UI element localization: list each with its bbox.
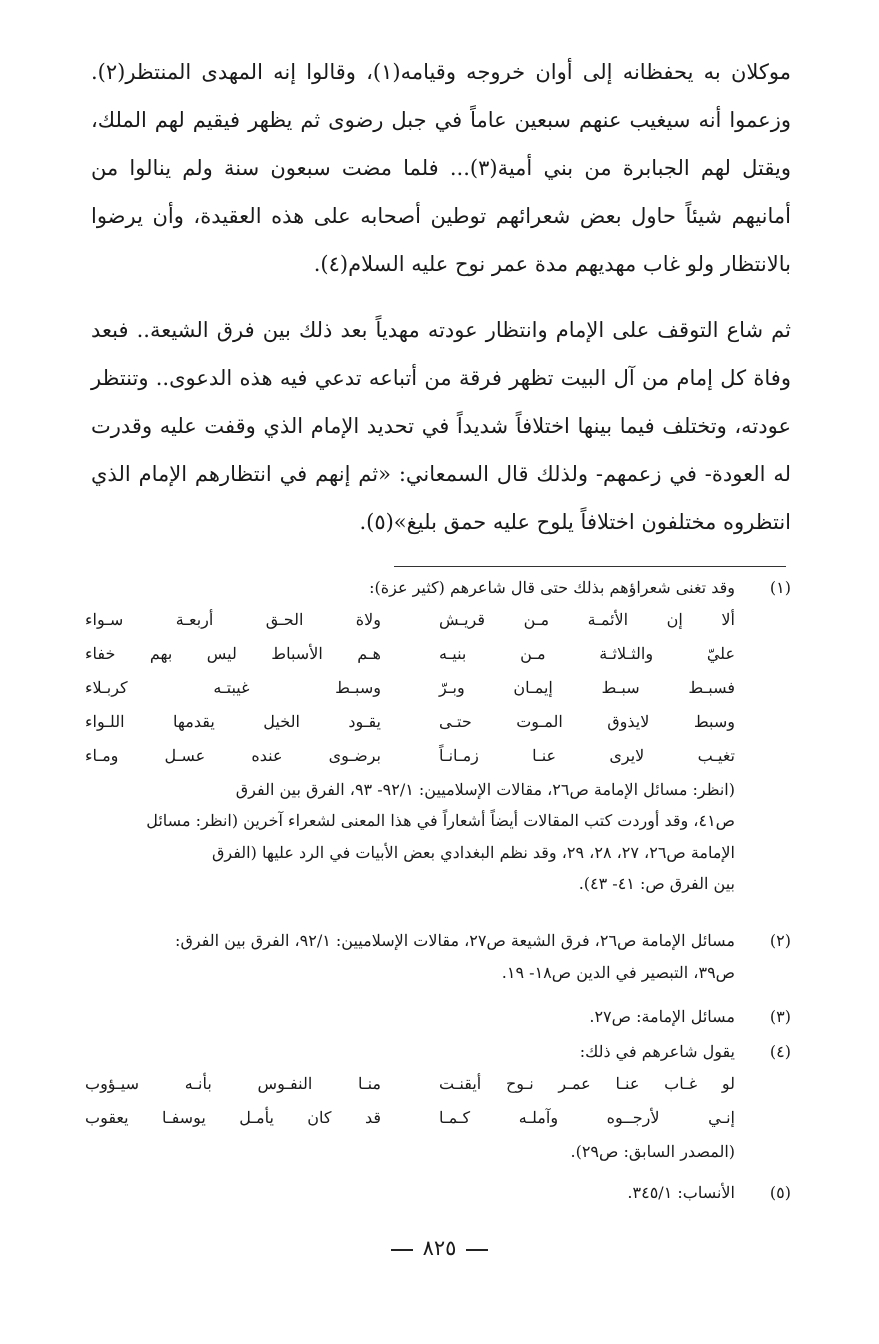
footnote <box>85 572 791 900</box>
footnote-number: (١) <box>769 578 791 597</box>
verse-first-hemistich: تغيـب لايرى عنـا زمـانـاً <box>439 745 735 765</box>
footnote-separator <box>394 566 786 567</box>
footnote-number: (٣) <box>769 1007 791 1026</box>
poem <box>85 1068 735 1136</box>
verse-second-hemistich: برضـوى عنده عسـل ومـاء <box>85 745 381 765</box>
verse-second-hemistich: وسبـط غيبتـه كربـلاء <box>85 677 381 697</box>
footnote <box>85 1001 791 1033</box>
footnote-line: الإمامة ص٢٦، ٢٧، ٢٨، ٢٩، وقد نظم البغدادي بعض الأبيات في الرد عليها (الفرق <box>211 842 735 862</box>
verse-first-hemistich: لو غـاب عنـا عمـر نـوح أيقنـت <box>439 1073 735 1093</box>
verse-first-hemistich: ألا إن الأئمـة مـن قريـش <box>439 609 735 629</box>
footnote-text: مسائل الإمامة: ص٢٧. <box>589 1007 735 1026</box>
poem <box>85 604 735 774</box>
verse-first-hemistich: إنـي لأرجــوه وآملـه كـمـا <box>439 1107 735 1127</box>
verse-line <box>85 1102 735 1136</box>
footnote-text: الأنساب: ٣٤٥/١. <box>627 1183 735 1202</box>
body-paragraph: ثم شاع التوقف على الإمام وانتظار عودته مهدياً بعد ذلك بين فرق الشيعة.. فبعد وفاة كل إمام من آل البيت تظهر فرقة من أتباعه تدعي فيه هذه الدعوى.. وتنتظر عودته، وتختلف فيما بينها اختلافاً شديداً في تحديد الإمام الذي وقفت عليه وقدرت له العودة- في زعمهم- ولذلك قال السمعاني: «ثم إنهم في انتظارهم الإمام الذي انتظروه مختلفون اختلافاً يلوح عليه حمق بليغ»(٥). <box>91 318 791 534</box>
footnote-intro: وقد تغنى شعراؤهم بذلك حتى قال شاعرهم (كثير عزة): <box>369 578 735 597</box>
verse-first-hemistich: فسبـط سبـط إيمـان وبـرّ <box>439 677 735 697</box>
footnote-line: مسائل الإمامة ص٢٦، فرق الشيعة ص٢٧، مقالات الإسلاميين: ٩٢/١، الفرق بين الفرق: <box>175 931 735 950</box>
footnote-number: (٤) <box>769 1042 791 1061</box>
footnote-line: (انظر: مسائل الإمامة ص٢٦، مقالات الإسلاميين: ٩٢/١- ٩٣، الفرق بين الفرق <box>235 779 735 799</box>
page-number <box>0 1236 879 1260</box>
verse-second-hemistich: ولاة الحـق أربعـة سـواء <box>85 609 381 629</box>
verse-line <box>85 1068 735 1102</box>
footnote <box>85 1177 791 1209</box>
verse-first-hemistich: وسبط لايذوق المـوت حتـى <box>439 711 735 731</box>
footnote-intro: يقول شاعرهم في ذلك: <box>579 1042 735 1061</box>
footnote-number: (٢) <box>769 931 791 950</box>
footnote-source: (المصدر السابق: ص٢٩). <box>570 1141 735 1161</box>
footnote-text <box>85 925 735 988</box>
folio-dash <box>466 1249 488 1251</box>
footnote-line: بين الفرق ص: ٤١- ٤٣). <box>578 874 735 893</box>
footnote-line: ص٣٩، التبصير في الدين ص١٨- ١٩. <box>501 962 735 982</box>
footnote-line: ص٤١، وقد أوردت كتب المقالات أيضاً أشعاراً في هذا المعنى لشعراء آخرين (انظر: مسائل <box>146 811 735 830</box>
body-paragraph: موكلان به يحفظانه إلى أوان خروجه وقيامه(١)، وقالوا إنه المهدى المنتظر(٢). وزعموا أنه سيغيب عنهم سبعين عاماً في جبل رضوى ثم يظهر فيقيم لهم الملك، ويقتل لهم الجبابرة من بني أمية(٣)... فلما مضت سبعون سنة ولم ينالوا من أمانيهم شيئاً حاول بعض شعرائهم توطين أصحابه على هذه العقيدة، وأن يرضوا بالانتظار ولو غاب مهديهم مدة عمر نوح عليه السلام(٤). <box>91 60 791 276</box>
folio-dash <box>391 1249 413 1251</box>
footnote-text <box>85 774 735 900</box>
verse-second-hemistich: يقـود الخيل يقدمها اللـواء <box>85 711 381 731</box>
footnote <box>85 925 791 988</box>
verse-line <box>85 706 735 740</box>
verse-second-hemistich: هـم الأسباط ليس بهم خفاء <box>85 643 381 663</box>
verse-second-hemistich: منـا النفـوس بأنـه سيـؤوب <box>85 1073 381 1093</box>
verse-line <box>85 604 735 638</box>
verse-second-hemistich: قد كان يأمـل يوسفـا يعقوب <box>85 1107 381 1127</box>
footnote <box>85 1036 791 1167</box>
verse-first-hemistich: عليّ والثـلاثـة مـن بنيـه <box>439 643 735 663</box>
verse-line <box>85 740 735 774</box>
footnote-number: (٥) <box>769 1183 791 1202</box>
verse-line <box>85 672 735 706</box>
verse-line <box>85 638 735 672</box>
page-number-value: ٨٢٥ <box>422 1236 457 1260</box>
